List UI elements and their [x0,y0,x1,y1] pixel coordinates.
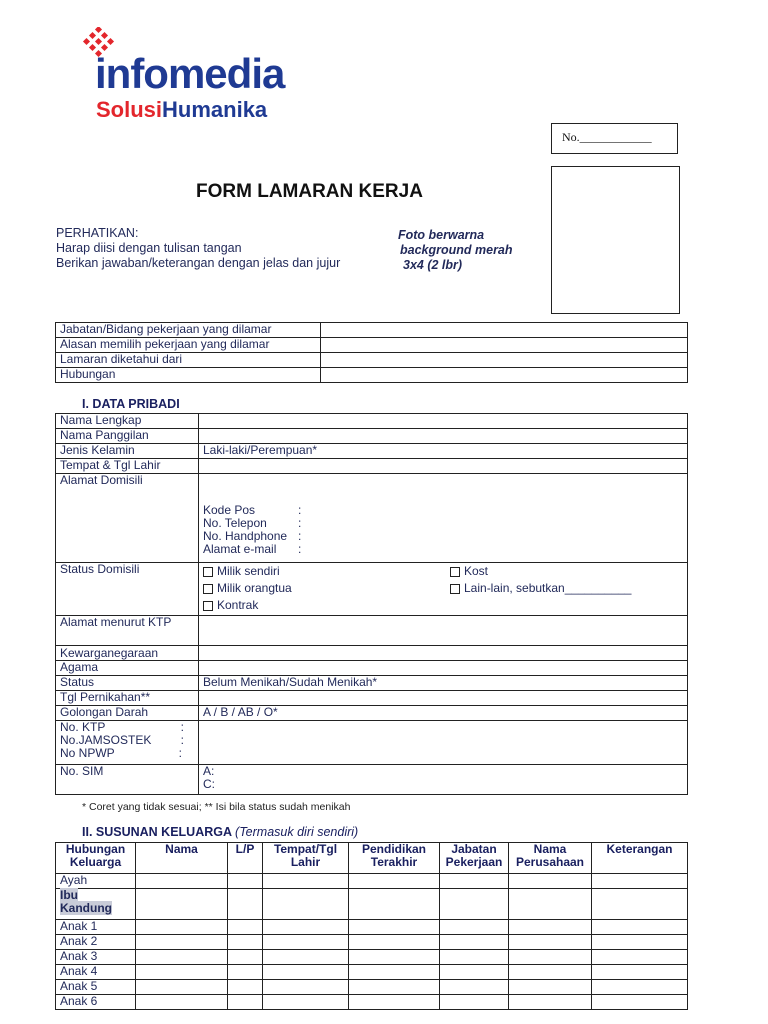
cell[interactable] [509,874,592,889]
cell[interactable] [263,980,349,995]
reason-label: Alasan memilih pekerjaan yang dilamar [56,338,321,353]
logo-tagline [96,97,267,123]
row-label: Anak 2 [56,935,136,950]
opt-milik-sendiri: Milik sendiri [217,564,280,578]
row-label-highlighted: Ibu Kandung [60,888,112,915]
logo-tag-solusi: Solusi [96,97,163,122]
ttl-label: Tempat & Tgl Lahir [56,459,199,474]
row-label: Anak 5 [56,980,136,995]
cell[interactable] [592,889,688,920]
golongan-darah-value[interactable]: A / B / AB / O* [199,706,688,721]
cell[interactable] [263,889,349,920]
cell[interactable] [349,874,440,889]
header-lp: L/P [228,843,263,874]
colon: : [298,529,302,543]
instructions [56,226,340,271]
table-row [56,323,688,338]
cell[interactable] [228,889,263,920]
instruction-heading: PERHATIKAN: [56,226,139,240]
tgl-pernikahan-input[interactable] [199,691,688,706]
table-row [56,920,688,935]
cell[interactable] [228,965,263,980]
row-label: Anak 1 [56,920,136,935]
row-label: Anak 3 [56,950,136,965]
cell[interactable] [592,874,688,889]
jenis-kelamin-value[interactable]: Laki-laki/Perempuan* [199,444,688,459]
table-header-row [56,843,688,874]
cell[interactable] [440,874,509,889]
table-row [56,368,688,383]
table-row [56,874,688,889]
cell[interactable] [509,935,592,950]
opt-kontrak: Kontrak [217,598,259,612]
cell[interactable] [263,874,349,889]
cell[interactable] [440,980,509,995]
row-label: Anak 4 [56,965,136,980]
alamat-ktp-input[interactable] [199,616,688,646]
table-row [56,889,688,920]
no-npwp-label: No NPWP [60,746,115,760]
reason-input[interactable] [321,338,688,353]
source-label: Lamaran diketahui dari [56,353,321,368]
cell[interactable] [228,950,263,965]
no-sim-label: No. SIM [56,765,199,795]
ttl-input[interactable] [199,459,688,474]
cell[interactable] [509,995,592,1010]
personal-data-table [55,413,688,795]
header-perusahaan: Nama Perusahaan [509,843,592,874]
colon: : [298,503,302,517]
cell[interactable] [263,995,349,1010]
row-label [56,889,136,920]
alamat-email-label: Alamat e-mail [203,542,277,556]
cell[interactable] [228,935,263,950]
cell[interactable] [136,950,228,965]
colon: : [298,542,302,556]
nama-panggilan-label: Nama Panggilan [56,429,199,444]
no-jamsostek-label: No.JAMSOSTEK [60,733,152,747]
header-ttl: Tempat/Tgl Lahir [263,843,349,874]
cell[interactable] [509,965,592,980]
cell[interactable] [440,965,509,980]
id-numbers-labels [56,721,199,765]
cell[interactable] [263,935,349,950]
header-keterangan: Keterangan [592,843,688,874]
relation-input[interactable] [321,368,688,383]
kewarganegaraan-label: Kewarganegaraan [56,646,199,661]
table-row [56,353,688,368]
table-row [56,338,688,353]
photo-box [551,166,680,314]
cell[interactable] [263,920,349,935]
cell[interactable] [440,950,509,965]
no-telepon-label: No. Telepon [203,516,267,530]
id-numbers-input[interactable] [199,721,688,765]
cell[interactable] [349,889,440,920]
header-pendidikan: Pendidikan Terakhir [349,843,440,874]
source-input[interactable] [321,353,688,368]
table-row [56,995,688,1010]
no-handphone-label: No. Handphone [203,529,288,543]
colon: : [178,746,182,760]
cell[interactable] [349,995,440,1010]
opt-lain: Lain-lain, sebutkan__________ [464,581,632,595]
instruction-line-2: Berikan jawaban/keterangan dengan jelas dan jujur [56,256,341,270]
cell[interactable] [440,920,509,935]
table-row [56,980,688,995]
cell[interactable] [349,920,440,935]
header-hubungan: Hubungan Keluarga [56,843,136,874]
photo-note-1: Foto berwarna [398,228,485,242]
cell[interactable] [509,889,592,920]
cell[interactable] [136,965,228,980]
alamat-ktp-label: Alamat menurut KTP [56,616,199,646]
checkbox-milik-sendiri[interactable] [203,567,213,577]
table-row [56,950,688,965]
section-data-pribadi: I. DATA PRIBADI [82,397,180,411]
alamat-domisili-label: Alamat Domisili [56,474,199,563]
no-sim-input[interactable] [199,765,688,795]
opt-milik-orangtua: Milik orangtua [217,581,292,595]
cell[interactable] [592,965,688,980]
status-value[interactable]: Belum Menikah/Sudah Menikah* [199,676,688,691]
header-nama: Nama [136,843,228,874]
job-label: Jabatan/Bidang pekerjaan yang dilamar [56,323,321,338]
relation-label: Hubungan [56,368,321,383]
photo-note-2: background merah [400,243,513,257]
cell[interactable] [136,874,228,889]
cell[interactable] [592,950,688,965]
nama-panggilan-input[interactable] [199,429,688,444]
golongan-darah-label: Golongan Darah [56,706,199,721]
cell[interactable] [592,980,688,995]
cell[interactable] [349,950,440,965]
cell[interactable] [228,995,263,1010]
row-label: Anak 6 [56,995,136,1010]
opt-kost: Kost [464,564,489,578]
cell[interactable] [509,920,592,935]
cell[interactable] [136,920,228,935]
job-input[interactable] [321,323,688,338]
colon: : [180,733,184,747]
checkbox-kost[interactable] [450,567,460,577]
family-table [55,842,688,1010]
section-susunan-keluarga [82,825,358,839]
cell[interactable] [349,935,440,950]
kewarganegaraan-input[interactable] [199,646,688,661]
cell[interactable] [136,980,228,995]
cell[interactable] [592,920,688,935]
checkbox-kontrak[interactable] [203,601,213,611]
cell[interactable] [136,889,228,920]
alamat-domisili-input[interactable] [199,474,688,563]
status-domisili-options [199,563,688,616]
footnote: * Coret yang tidak sesuai; ** Isi bila status sudah menikah [82,801,351,813]
nama-lengkap-input[interactable] [199,414,688,429]
cell[interactable] [349,980,440,995]
table-row [56,965,688,980]
form-number-field[interactable]: No.____________ [551,123,678,154]
nama-lengkap-label: Nama Lengkap [56,414,199,429]
cell[interactable] [592,995,688,1010]
jenis-kelamin-label: Jenis Kelamin [56,444,199,459]
tgl-pernikahan-label: Tgl Pernikahan** [56,691,199,706]
agama-label: Agama [56,661,199,676]
colon: : [180,720,184,734]
header-jabatan: Jabatan Pekerjaan [440,843,509,874]
cell[interactable] [592,935,688,950]
section2-subtitle: (Termasuk diri sendiri) [235,825,359,839]
colon: : [298,516,302,530]
checkbox-milik-orangtua[interactable] [203,584,213,594]
cell[interactable] [349,965,440,980]
cell[interactable] [509,980,592,995]
checkbox-lain-lain[interactable] [450,584,460,594]
photo-note-3: 3x4 (2 lbr) [403,258,463,272]
instruction-line-1: Harap diisi dengan tulisan tangan [56,241,242,255]
cell[interactable] [263,965,349,980]
cell[interactable] [509,950,592,965]
logo-brand: infomedia [95,50,285,97]
job-application-table [55,322,688,383]
status-label: Status [56,676,199,691]
cell[interactable] [136,995,228,1010]
cell[interactable] [440,889,509,920]
cell[interactable] [228,874,263,889]
sim-c-label: C: [203,777,215,791]
cell[interactable] [263,950,349,965]
cell[interactable] [440,995,509,1010]
kode-pos-label: Kode Pos [203,503,256,517]
agama-input[interactable] [199,661,688,676]
cell[interactable] [440,935,509,950]
row-label: Ayah [56,874,136,889]
form-title: FORM LAMARAN KERJA [196,181,423,202]
sim-a-label: A: [203,764,215,778]
status-domisili-label: Status Domisili [56,563,199,616]
table-row [56,935,688,950]
cell[interactable] [136,935,228,950]
logo-tag-humanika: Humanika [162,97,268,122]
cell[interactable] [228,920,263,935]
cell[interactable] [228,980,263,995]
no-ktp-label: No. KTP [60,720,106,734]
section2-title: II. SUSUNAN KELUARGA [82,825,232,839]
